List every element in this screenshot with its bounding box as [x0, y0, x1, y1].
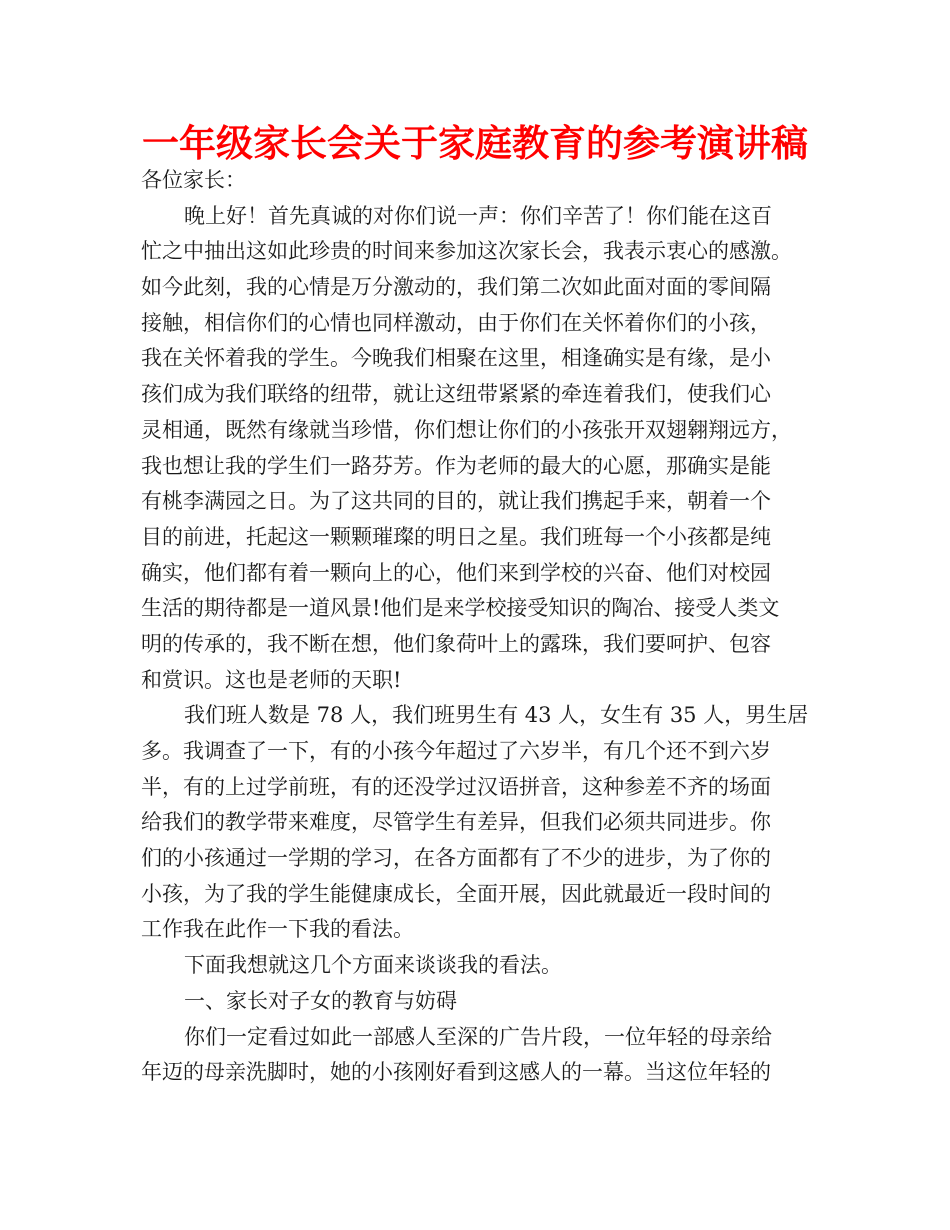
text-line: 下面我想就这几个方面来谈谈我的看法。 — [184, 953, 562, 978]
text-line: 确实，他们都有着一颗向上的心，他们来到学校的兴奋、他们对校园 — [141, 560, 771, 585]
text-line: 晚上好！首先真诚的对你们说一声：你们辛苦了！你们能在这百 — [184, 203, 772, 228]
text-line: 各位家长： — [141, 168, 246, 192]
text-line: 和赏识。这也是老师的天职! — [141, 667, 402, 692]
text-line: 多。我调查了一下，有的小孩今年超过了六岁半，有几个还不到六岁 — [141, 739, 771, 763]
document-body — [141, 163, 821, 1091]
text-line: 目的前进，托起这一颗颗璀璨的明日之星。我们班每一个小孩都是纯 — [141, 524, 771, 549]
document-title: 一年级家长会关于家庭教育的参考演讲稿 — [142, 122, 808, 165]
text-line: 们的小孩通过一学期的学习，在各方面都有了不少的进步，为了你的 — [141, 846, 771, 871]
text-line: 半，有的上过学前班，有的还没学过汉语拼音，这种参差不齐的场面 — [141, 774, 771, 799]
text-line: 孩们成为我们联络的纽带，就让这纽带紧紧的牵连着我们，使我们心 — [141, 382, 771, 407]
text-line: 有桃李满园之日。为了这共同的目的，就让我们携起手来，朝着一个 — [141, 489, 771, 514]
text-line: 我在关怀着我的学生。今晚我们相聚在这里，相逢确实是有缘，是小 — [141, 346, 771, 371]
text-line: 你们一定看过如此一部感人至深的广告片段，一位年轻的母亲给 — [184, 1024, 772, 1049]
text-line: 一、家长对子女的教育与妨碍 — [184, 988, 457, 1013]
text-line: 我也想让我的学生们一路芬芳。作为老师的最大的心愿，那确实是能 — [141, 453, 771, 478]
text-line: 明的传承的，我不断在想，他们象荷叶上的露珠，我们要呵护、包容 — [141, 631, 771, 656]
text-line: 年迈的母亲洗脚时，她的小孩刚好看到这感人的一幕。当这位年轻的 — [141, 1060, 771, 1085]
text-line: 如今此刻，我的心情是万分激动的，我们第二次如此面对面的零间隔 — [141, 275, 771, 300]
text-line: 我们班人数是 78 人，我们班男生有 43 人，女生有 35 人，男生居 — [184, 703, 809, 728]
text-line: 忙之中抽出这如此珍贵的时间来参加这次家长会，我表示衷心的感激。 — [141, 239, 792, 264]
text-line: 接触，相信你们的心情也同样激动，由于你们在关怀着你们的小孩， — [141, 310, 771, 335]
text-line: 给我们的教学带来难度，尽管学生有差异，但我们必须共同进步。你 — [141, 810, 771, 835]
text-line: 灵相通，既然有缘就当珍惜，你们想让你们的小孩张开双翅翱翔远方， — [141, 417, 792, 442]
text-line: 生活的期待都是一道风景!他们是来学校接受知识的陶冶、接受人类文 — [141, 596, 780, 621]
text-line: 工作我在此作一下我的看法。 — [141, 917, 414, 942]
text-line: 小孩，为了我的学生能健康成长，全面开展，因此就最近一段时间的 — [141, 881, 771, 906]
